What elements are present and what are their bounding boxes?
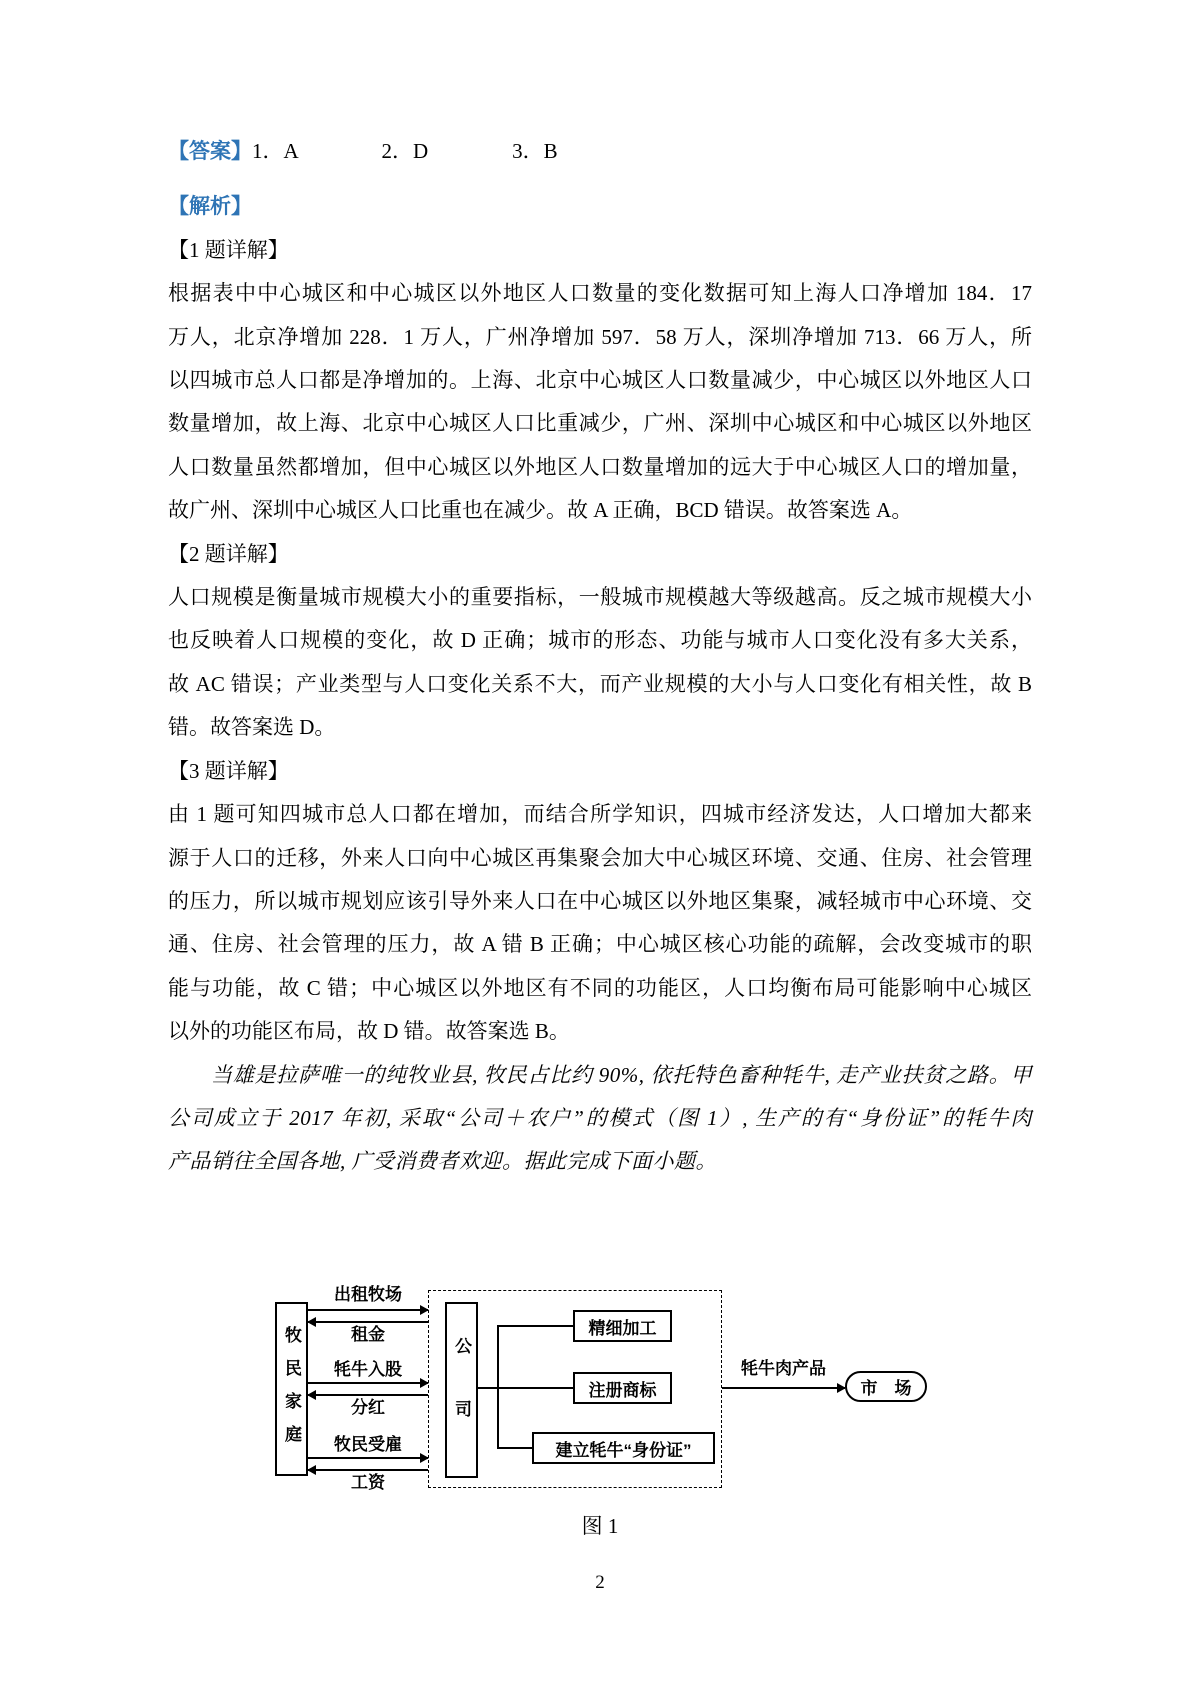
herder-family-box: 牧民家庭 [275, 1302, 308, 1476]
explanation-2-line: 人口规模是衡量城市规模大小的重要指标，一般城市规模越大等级越高。反之城市规模大小 [168, 585, 1032, 610]
output-label-yak-meat: 牦牛肉产品 [741, 1359, 826, 1378]
connector-line [478, 1387, 498, 1389]
flow-diagram [250, 1278, 940, 1510]
explanation-3-line: 以外的功能区布局，故 D 错。故答案选 B。 [168, 1019, 570, 1044]
text-content [168, 130, 1032, 1184]
explanation-1-line: 故广州、深圳中心城区人口比重也在减少。故 A 正确，BCD 错误。故答案选 A。 [168, 498, 913, 523]
explanation-3-line: 的压力，所以城市规划应该引导外来人口在中心城区以外地区集聚，减轻城市中心环境、交 [168, 888, 1032, 913]
explanation-2-line: 故 AC 错误；产业类型与人口变化关系不大，而产业规模的大小与人口变化有相关性，故 B [168, 671, 1032, 696]
explanation-3-line: 能与功能，故 C 错；中心城区以外地区有不同的功能区，人口均衡布局可能影响中心城区 [168, 975, 1032, 1000]
explanation-3-line: 由 1 题可知四城市总人口都在增加，而结合所学知识，四城市经济发达，人口增加大都来 [168, 802, 1032, 827]
explanation-1-heading: 【1 题详解】 [168, 237, 289, 262]
explanation-1-line: 人口数量虽然都增加，但中心城区以外地区人口数量增加的远大于中心城区人口的增加量， [168, 454, 1032, 479]
analysis-line [168, 185, 1032, 228]
question-passage [168, 1054, 1032, 1184]
explanation-3-heading: 【3 题详解】 [168, 758, 289, 783]
action-box-fine-processing: 精细加工 [573, 1310, 672, 1342]
arrow-company-to-herder [308, 1394, 428, 1396]
action-box-trademark: 注册商标 [573, 1372, 672, 1404]
explanation-3-line: 通、住房、社会管理的压力，故 A 错 B 正确；中心城区核心功能的疏解，会改变城市的职 [168, 932, 1032, 957]
analysis-label: 【解析】 [168, 194, 252, 219]
flow-label-lease-pasture: 出租牧场 [334, 1285, 402, 1304]
action-box-yak-id: 建立牦牛“身份证” [532, 1432, 715, 1464]
flow-label-rent: 租金 [351, 1325, 385, 1344]
answer-values: 1．A 2．D 3．B [252, 139, 558, 163]
explanation-2-line: 也反映着人口规模的变化，故 D 正确；城市的形态、功能与城市人口变化没有多大关系， [168, 628, 1032, 653]
explanation-2-line: 错。故答案选 D。 [168, 715, 336, 740]
flow-label-yak-shares: 牦牛入股 [334, 1360, 402, 1379]
answer-line [168, 130, 1032, 173]
flow-label-wages: 工资 [351, 1473, 385, 1492]
arrow-company-to-market [722, 1387, 845, 1389]
arrow-herder-to-company [308, 1382, 428, 1384]
flow-label-employment: 牧民受雇 [334, 1435, 402, 1454]
flow-label-dividend: 分红 [351, 1398, 385, 1417]
passage-line: 产品销往全国各地, 广受消费者欢迎。据此完成下面小题。 [168, 1149, 717, 1174]
market-box: 市 场 [845, 1371, 927, 1402]
explanation-3-line: 源于人口的迁移，外来人口向中心城区再集聚会加大中心城区环境、交通、住房、社会管理 [168, 845, 1032, 870]
passage-line: 当雄是拉萨唯一的纯牧业县, 牧民占比约 90%, 依托特色畜种牦牛, 走产业扶贫之路。甲 [211, 1062, 1032, 1087]
connector-line [498, 1325, 573, 1327]
explanation-1-line: 数量增加，故上海、北京中心城区人口比重减少，广州、深圳中心城区和中心城区以外地区 [168, 411, 1032, 436]
arrow-company-to-herder [308, 1321, 428, 1323]
passage-line: 公司成立于 2017 年初, 采取“公司＋农户”的模式（图 1）, 生产的有“身份证”的牦牛肉 [168, 1105, 1032, 1130]
explanation-1-line: 万人，北京净增加 228．1 万人，广州净增加 597．58 万人，深圳净增加 713．66 万人，所 [168, 324, 1032, 349]
page-number: 2 [595, 1572, 605, 1593]
connector-line [498, 1447, 532, 1449]
arrow-company-to-herder [308, 1469, 428, 1471]
explanation-2-heading: 【2 题详解】 [168, 541, 289, 566]
company-box: 公司 [445, 1302, 478, 1478]
arrow-herder-to-company [308, 1457, 428, 1459]
figure-caption: 图 1 [581, 1514, 619, 1538]
connector-line [498, 1387, 573, 1389]
explanation-1-line: 以四城市总人口都是净增加的。上海、北京中心城区人口数量减少，中心城区以外地区人口 [168, 368, 1032, 393]
answer-label: 【答案】 [168, 139, 252, 163]
explanation-1-line: 根据表中中心城区和中心城区以外地区人口数量的变化数据可知上海人口净增加 184．17 [168, 281, 1032, 306]
arrow-herder-to-company [308, 1309, 428, 1311]
